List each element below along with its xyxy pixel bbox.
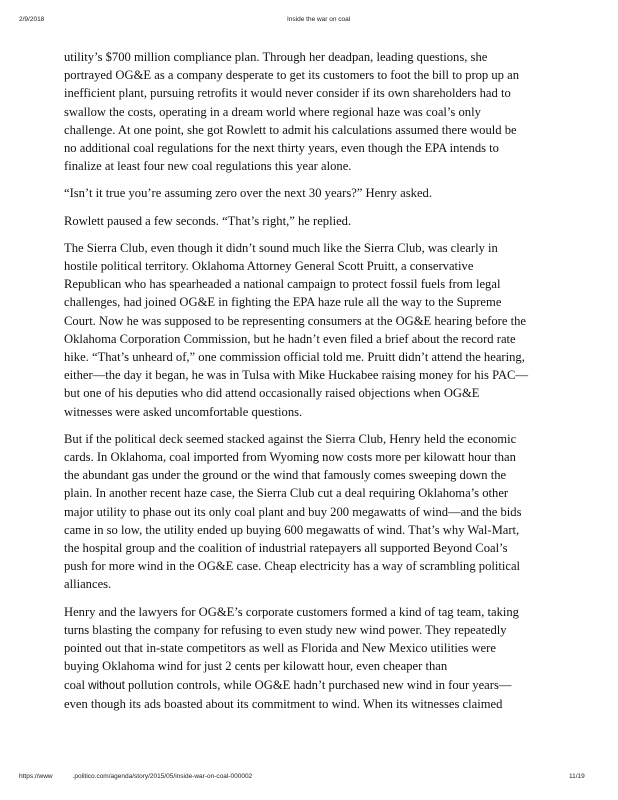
print-date: 2/9/2018 — [19, 16, 45, 23]
text-line: Republican who has spearheaded a national campaign to protect fossil fuels from legal — [64, 277, 501, 292]
text-line: push for more wind in the OG&E case. Cheap electricity has a way of scrambling political — [64, 559, 521, 574]
paragraph — [64, 603, 520, 713]
print-page-title: Inside the war on coal — [287, 16, 351, 23]
url-path: .politico.com/agenda/story/2015/05/inside-war-on-coal-000002 — [72, 773, 253, 780]
text-line: pointed out that in-state competitors as well as Florida and New Mexico utilities were — [64, 641, 496, 656]
paragraph — [64, 239, 529, 421]
text-line: inefficient plant, pursuing retrofits it would never consider if its own shareholders had to — [64, 86, 511, 101]
text-line: hike. “That’s unheard of,” one commission official told me. Pruitt didn’t attend the hearing, — [64, 350, 525, 365]
url-prefix: https://www — [19, 773, 53, 780]
text-line: Henry and the lawyers for OG&E’s corporate customers formed a kind of tag team, taking — [64, 604, 519, 619]
text-line: alliances. — [64, 577, 112, 592]
text-line: Court. Now he was supposed to be representing consumers at the OG&E hearing before the — [64, 313, 526, 328]
text-line: challenge. At one point, she got Rowlett to admit his calculations assumed there would be — [64, 122, 517, 137]
text-run: pollution controls, while OG&E hadn’t purchased new wind in four years— — [124, 677, 512, 692]
paragraph — [64, 430, 520, 594]
text-line: The Sierra Club, even though it didn’t sound much like the Sierra Club, was clearly in — [64, 240, 498, 255]
text-line: challenges, had joined OG&E in fighting the EPA haze rule all the way to the Supreme — [64, 295, 502, 310]
text-line: the abundant gas under the ground or the wind that famously comes sweeping down the — [64, 468, 507, 483]
paragraph — [64, 184, 520, 202]
paragraph — [64, 212, 520, 230]
page-number: 11/19 — [569, 773, 585, 780]
text-line: swallow the costs, operating in a dream world where regional haze was coal’s only — [64, 104, 481, 119]
text-line: the hospital group and the coalition of industrial ratepayers all supported Beyond Coal’s — [64, 541, 508, 556]
text-line: even though its ads boasted about its commitment to wind. When its witnesses claimed — [64, 696, 503, 711]
text-line: hostile political territory. Oklahoma Attorney General Scott Pruitt, a conservative — [64, 259, 474, 274]
text-line: portrayed OG&E as a company desperate to get its customers to foot the bill to prop up an — [64, 68, 520, 83]
text-line: Rowlett paused a few seconds. “That’s right,” he replied. — [64, 213, 352, 228]
text-line — [64, 676, 520, 695]
text-line: But if the political deck seemed stacked against the Sierra Club, Henry held the economic — [64, 431, 517, 446]
text-run-sans: without — [88, 678, 125, 692]
text-line: witnesses were asked uncomfortable questions. — [64, 404, 303, 419]
text-run: coal — [64, 677, 89, 692]
text-line: came in so low, the utility ended up buying 600 megawatts of wind. That’s why Wal-Mart, — [64, 522, 520, 537]
text-line: but one of his deputies who did attend occasionally raised objections when OG&E — [64, 386, 480, 401]
text-line: either—the day it began, he was in Tulsa with Mike Huckabee raising money for his PAC— — [64, 368, 529, 383]
text-line: turns blasting the company for refusing to even study new wind power. They repeatedly — [64, 622, 507, 637]
text-line: buying Oklahoma wind for just 2 cents per kilowatt hour, even cheaper than — [64, 659, 448, 674]
text-line: utility’s $700 million compliance plan. Through her deadpan, leading questions, she — [64, 50, 488, 64]
text-line: cards. In Oklahoma, coal imported from Wyoming now costs more per kilowatt hour than — [64, 450, 516, 465]
paragraph — [64, 48, 520, 175]
text-line: major utility to phase out its only coal plant and buy 200 megawatts of wind—and the bids — [64, 504, 522, 519]
text-line: “Isn’t it true you’re assuming zero over the next 30 years?” Henry asked. — [64, 186, 433, 201]
article-body — [64, 48, 529, 722]
text-line: finalize at least four new coal regulations this year alone. — [64, 159, 352, 174]
print-url — [19, 773, 252, 780]
text-line: Oklahoma Corporation Commission, but he hadn’t even filed a brief about the record rate — [64, 331, 516, 346]
text-line: plain. In another recent haze case, the Sierra Club cut a deal requiring Oklahoma’s other — [64, 486, 509, 501]
text-line: no additional coal regulations for the next thirty years, even though the EPA intends to — [64, 141, 499, 156]
